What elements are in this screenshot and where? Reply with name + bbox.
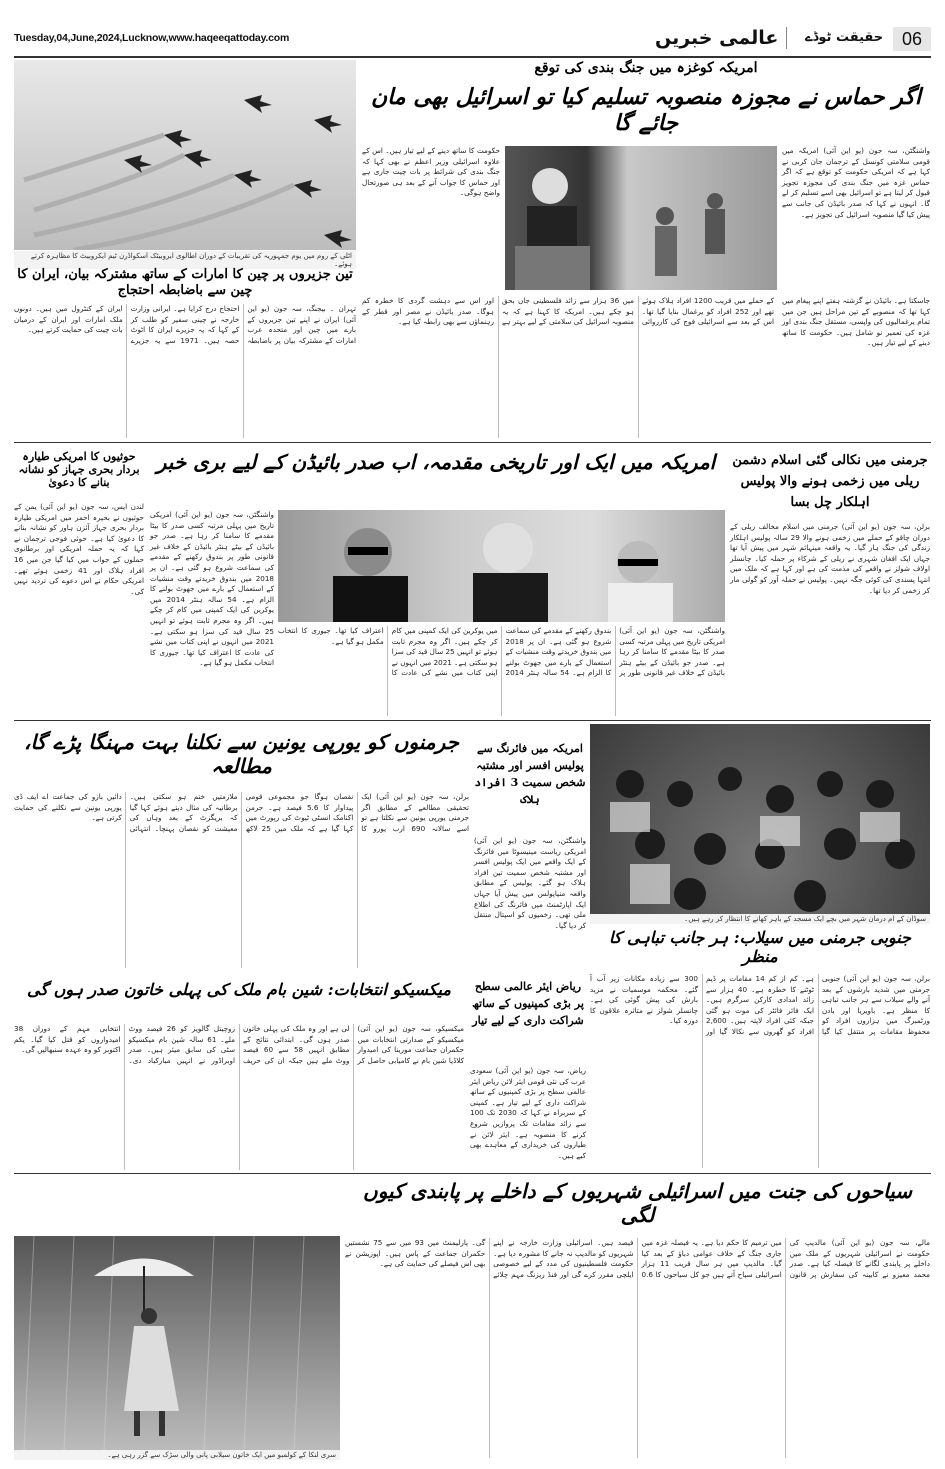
gaza-kicker: امریکہ کوغزہ میں جنگ بندی کی توقع xyxy=(534,60,758,76)
shooting-body: واشنگٹن، سہ جون (یو این آئی) امریکی ریاست مینیسوٹا میں فائرنگ کے ایک واقعے میں ایک پولیس افسر اور مشتبہ شخص سمیت تین افراد ہلاک ہو گئے۔ پولیس کے مطابق واقعہ منیاپولس میں پیش آیا جہاں ایک اپارٹمنٹ میں فائرنگ کی اطلاع ملی تھی۔ زخمیوں کو اسپتال منتقل کر دیا گیا۔ xyxy=(474,836,586,930)
divider xyxy=(14,720,931,721)
biden-headline: امریکہ میں ایک اور تاریخی مقدمہ، اب صدر بائیڈن کے لیے بری خبر xyxy=(156,450,716,474)
houthi-body: لندن ایس، سہ جون (یو این آئی) یمن کے حوثیوں نے بحیرہ احمر میں امریکی طیارہ بردار بحری جہاز آئزن ہاور کو نشانہ بنانے کا دعویٰ کیا ہے۔ حوثی فوجی ترجمان نے کہا کہ یہ حملہ امریکی اور برطانوی حملوں کے جواب میں کیا گیا جن میں 16 افراد ہلاک اور 41 زخمی ہوئے تھے۔ امریکی حکام نے اس دعوے کی تردید نہیں کی۔ xyxy=(14,502,144,596)
hunter-biden-photo xyxy=(278,510,725,622)
gaza-body-right: واشنگٹن، سہ جون (یو این آئی) امریکہ میں قومی سلامتی کونسل کے ترجمان جان کربی نے کہا ہے کہ امریکی حکومت کو توقع ہے کہ اگر حماس غزہ میں جنگ بندی کی مجوزہ تجویز قبول کر لیتا ہے تو اسرائیل بھی اسے تسلیم کر لے گا۔ انہوں نے کہا کہ صدر بائیڈن کی جانب سے پیش کیا گیا منصوبہ اسرائیل کی تجویز ہے۔ xyxy=(782,146,930,219)
gaza-body-left: حکومت کا ساتھ دینے کے لیے تیار ہیں۔ اس کے علاوہ اسرائیلی وزیر اعظم نے بھی کہا کہ جنگ بندی کی شرائط پر بات چیت جاری ہے اور حماس کا جواب آنے کے بعد ہی صورتحال واضح ہوگی۔ xyxy=(362,146,500,198)
flood-headline: جنوبی جرمنی میں سیلاب: ہر جانب تباہی کا منظر xyxy=(608,928,912,967)
mexico-body: میکسیکو، سہ جون (یو این آئی) میکسیکو کے صدارتی انتخابات میں حکمران جماعت مورینا کی امیدوار کلاڈیا شین بام نے کامیابی حاصل کر لی ہے اور وہ ملک کی پہلی خاتون صدر ہوں گی۔ ابتدائی نتائج کے مطابق انہیں 58 سے 60 فیصد ووٹ ملے ہیں جبکہ ان کی حریف زوچیتل گالویز کو 26 فیصد ووٹ ملے۔ 61 سالہ شین بام میکسیکو سٹی کی سابق میئر ہیں۔ صدر اوبراڈور نے انہیں مبارکباد دی۔ انتخابی مہم کے دوران 38 امیدواروں کو قتل کیا گیا۔ یکم اکتوبر کو وہ عہدہ سنبھالیں گی۔ xyxy=(14,1024,464,1065)
houthi-headline: حوثیوں کا امریکی طیارہ بردار بحری جہاز کو نشانہ بنانے کا دعویٰ xyxy=(18,450,140,490)
maldives-headline: سیاحوں کی جنت میں اسرائیلی شہریوں کے داخلے پر پابندی کیوں لگی xyxy=(363,1179,912,1227)
eu-body: برلن، سہ جون (یو این آئی) ایک تحقیقی مطالعے کے مطابق اگر جرمنی یورپی یونین سے نکلتا ہے تو اسے سالانہ 690 ارب یورو کا نقصان ہوگا جو مجموعی قومی پیداوار کا 5.6 فیصد ہے۔ جرمن اکنامک انسٹی ٹیوٹ کی رپورٹ میں کہا گیا ہے کہ ملک میں 25 لاکھ ملازمتیں ختم ہو سکتی ہیں۔ برطانیہ کی مثال دیتے ہوئے کہا گیا کہ بریگزٹ کے بعد وہاں کی معیشت کو نقصان پہنچا۔ انتہائی دائیں بازو کی جماعت اے ایف ڈی یورپی یونین سے نکلنے کی حمایت کرتی ہے۔ xyxy=(14,792,470,833)
riyadh-body: ریاض، سہ جون (یو این آئی) سعودی عرب کی نئی قومی ایئر لائن ریاض ایئر عالمی سطح پر بڑی کمپنیوں کے ساتھ شراکت داری کے لیے تیار ہے۔ کمپنی کے سربراہ نے کہا کہ 2030 تک 100 سے زائد مقامات تک پروازیں شروع کرنے کا منصوبہ ہے۔ ایئر لائن نے طیاروں کی خریداری کے معاہدے بھی کیے ہیں۔ xyxy=(470,1066,586,1160)
germany-rally-body: برلن، سہ جون (یو این آئی) جرمنی میں اسلام مخالف ریلی کے دوران چاقو کے حملے میں زخمی ہونے والا 29 سالہ پولیس اہلکار زندگی کی جنگ ہار گیا۔ یہ واقعہ مینہائم شہر میں پیش آیا تھا جہاں ایک افغان شہری نے ریلی کے شرکاء پر حملہ کیا۔ چانسلر اولاف شولز نے واقعے کی مذمت کی ہے اور کہا ہے کہ ملک میں انتہا پسندی کی کوئی جگہ نہیں۔ پولیس نے حملہ آور کو گولی مار کر زخمی کر دیا تھا۔ xyxy=(730,522,930,595)
header-rule xyxy=(14,56,931,58)
flood-body: برلن، سہ جون (یو این آئی) جنوبی جرمنی میں شدید بارشوں کے بعد آنے والے سیلاب سے ہر جانب تباہی کا منظر ہے۔ باویریا اور بادن ورٹمبرگ میں ہزاروں افراد کو محفوظ مقامات پر منتقل کیا گیا ہے۔ کم از کم 14 مقامات پر ڈیم ٹوٹنے کا خطرہ ہے۔ 40 ہزار سے زائد امدادی کارکن سرگرم ہیں۔ ایک فائر فائٹر کی موت ہو گئی جبکہ کئی افراد لاپتہ ہیں۔ 2,600 افراد کو گھروں سے نکالا گیا اور 300 سے زیادہ مکانات زیر آب آ گئے۔ محکمہ موسمیات نے مزید بارش کی پیش گوئی کی ہے۔ چانسلر شولز نے متاثرہ علاقوں کا دورہ کیا۔ xyxy=(590,974,930,1036)
logo: حقیقت ٹوڈے xyxy=(805,30,884,45)
dateline: Tuesday,04,June,2024,Lucknow,www.haqeeqattoday.com xyxy=(14,32,290,44)
rain-photo xyxy=(14,1236,340,1450)
airshow-photo xyxy=(14,60,356,250)
germany-rally-headline: جرمنی میں نکالی گئی اسلام دشمن ریلی میں زخمی ہونے والا پولیس اہلکار چل بسا xyxy=(732,453,928,510)
page-number: 06 xyxy=(893,27,931,51)
mexico-headline: میکسیکو انتخابات: شین بام ملک کی پہلی خاتون صدر ہوں گی xyxy=(27,980,451,999)
airshow-caption: اٹلی کے روم میں یوم جمہوریہ کی تقریبات کے دوران اطالوی ایروبیٹک اسکواڈرن ٹیم ایکروبیٹ کا مظاہرہ کرتے ہوئے۔ xyxy=(14,251,356,269)
eu-headline: جرمنوں کو یورپی یونین سے نکلنا بہت مہنگا پڑے گا، مطالعہ xyxy=(24,730,459,778)
divider xyxy=(14,1173,931,1174)
sudan-children-caption: سوڈان کے ام درمان شہر میں بچے ایک مسجد کے باہر کھانے کا انتظار کر رہے ہیں۔ xyxy=(590,914,930,924)
rain-caption: سری لنکا کے کولمبو میں ایک خاتون سیلابی پانی والی سڑک سے گزر رہی ہے۔ xyxy=(14,1450,340,1460)
biden-body-bottom: واشنگٹن، سہ جون (یو این آئی) امریکی تاریخ میں پہلی مرتبہ کسی صدر کا بیٹا مقدمے کا سامنا کر رہا ہے۔ صدر جو بائیڈن کے بیٹے ہنٹر بائیڈن کے خلاف غیر قانونی طور پر بندوق رکھنے کے مقدمے کی سماعت شروع ہو گئی ہے۔ ان پر 2018 میں بندوق خریدتے وقت منشیات کے استعمال کے بارے میں جھوٹ بولنے کا الزام ہے۔ 54 سالہ ہنٹر 2014 میں یوکرین کی ایک کمپنی میں کام کر چکے ہیں۔ اگر وہ مجرم ثابت ہوئے تو انہیں 25 سال قید کی سزا ہو سکتی ہے۔ 2021 میں انہوں نے اپنی کتاب میں نشے کی عادت کا اعتراف کیا تھا۔ جیوری کا انتخاب مکمل ہو گیا ہے۔ xyxy=(278,626,725,678)
sudan-children-photo xyxy=(590,724,930,914)
section-title: عالمی خبریں xyxy=(655,27,787,49)
islands-headline: تین جزیروں پر چین کا امارات کے ساتھ مشترکہ بیان، ایران کا چین سے باضابطہ احتجاج xyxy=(17,267,353,298)
gaza-body-bottom: کے حملے میں قریب 1200 افراد ہلاک ہوئے تھے اور 252 افراد کو یرغمال بنایا گیا تھا۔ اس کے بعد سے اسرائیلی فوج کی کارروائی میں 36 ہزار سے زائد فلسطینی جاں بحق ہو چکے ہیں۔ امریکہ کا کہنا ہے کہ یہ منصوبہ اسرائیل کی سلامتی کے لیے بہتر ہے اور اس سے دہشت گردی کا خطرہ کم ہوگا۔ صدر بائیڈن نے مصر اور قطر کے رہنماؤں سے بھی رابطہ کیا ہے۔ xyxy=(362,296,774,327)
biden-gaza-photo xyxy=(505,146,777,290)
shooting-headline: امریکہ میں فائرنگ سے پولیس افسر اور مشتبہ شخص سمیت 3 افراد ہلاک xyxy=(474,742,586,806)
gaza-headline: اگر حماس نے مجوزہ منصوبہ تسلیم کیا تو اسرائیل بھی مان جائے گا xyxy=(370,84,922,137)
gaza-body-mid: جاسکتا ہے۔ بائیڈن نے گزشتہ ہفتے اپنے پیغام میں کہا تھا کہ منصوبے کے تین مراحل ہیں جن میں تمام یرغمالیوں کی واپسی، مستقل جنگ بندی اور غزہ کی تعمیر نو شامل ہیں۔ حکومت کا ساتھ دینے کے لیے تیار ہیں۔ xyxy=(782,296,930,348)
biden-body: واشنگٹن، سہ جون (یو این آئی) امریکی تاریخ میں پہلی مرتبہ کسی صدر کا بیٹا مقدمے کا سامنا کر رہا ہے۔ صدر جو بائیڈن کے بیٹے ہنٹر بائیڈن کے خلاف غیر قانونی طور پر بندوق رکھنے کے مقدمے کی سماعت شروع ہو گئی ہے۔ ان پر 2018 میں بندوق خریدتے وقت منشیات کے استعمال کے بارے میں جھوٹ بولنے کا الزام ہے۔ 54 سالہ ہنٹر 2014 میں یوکرین کی ایک کمپنی میں کام کر چکے ہیں۔ اگر وہ مجرم ثابت ہوئے تو انہیں 25 سال قید کی سزا ہو سکتی ہے۔ 2021 میں انہوں نے اپنی کتاب میں نشے کی عادت کا اعتراف کیا تھا۔ جیوری کا انتخاب مکمل ہو گیا ہے۔ xyxy=(150,510,274,668)
divider xyxy=(14,442,931,443)
maldives-body: مالے، سہ جون (یو این آئی) مالدیپ کی حکومت نے اسرائیلی شہریوں کے ملک میں داخلے پر پابندی لگانے کا فیصلہ کیا ہے۔ صدر محمد معیزو نے کابینہ کی سفارش پر قانون میں ترمیم کا حکم دیا ہے۔ یہ فیصلہ غزہ میں جاری جنگ کے خلاف عوامی دباؤ کے بعد کیا گیا۔ مالدیپ میں ہر سال قریب 11 ہزار اسرائیلی سیاح آتے ہیں جو کل سیاحوں کا 0.6 فیصد ہیں۔ اسرائیلی وزارت خارجہ نے اپنے شہریوں کو مالدیپ نہ جانے کا مشورہ دیا ہے۔ حکومت فلسطینیوں کی مدد کے لیے خصوصی ایلچی مقرر کرے گی اور فنڈ ریزنگ مہم چلائے گی۔ پارلیمنٹ میں 93 میں سے 75 نشستیں حکمران جماعت کے پاس ہیں۔ اپوزیشن نے بھی اس فیصلے کی حمایت کی ہے۔ xyxy=(345,1238,930,1279)
riyadh-headline: ریاض ایئر عالمی سطح پر بڑی کمپنیوں کے ساتھ شراکت داری کے لیے تیار xyxy=(472,980,584,1027)
islands-body: تہران ۔ بیجنگ، سہ جون (یو این آئی) ایران نے اپنے تین جزیروں کے بارے میں چین اور متحدہ عرب امارات کے مشترکہ بیان پر باضابطہ احتجاج درج کرایا ہے۔ ایرانی وزارت خارجہ نے چینی سفیر کو طلب کر کے کہا کہ یہ جزیرے ایران کا اٹوٹ حصہ ہیں۔ 1971 سے یہ جزیرے ایران کے کنٹرول میں ہیں۔ دونوں ملک امارات اور ایران کے درمیان بات چیت کی حمایت کرتے ہیں۔ xyxy=(14,304,356,345)
